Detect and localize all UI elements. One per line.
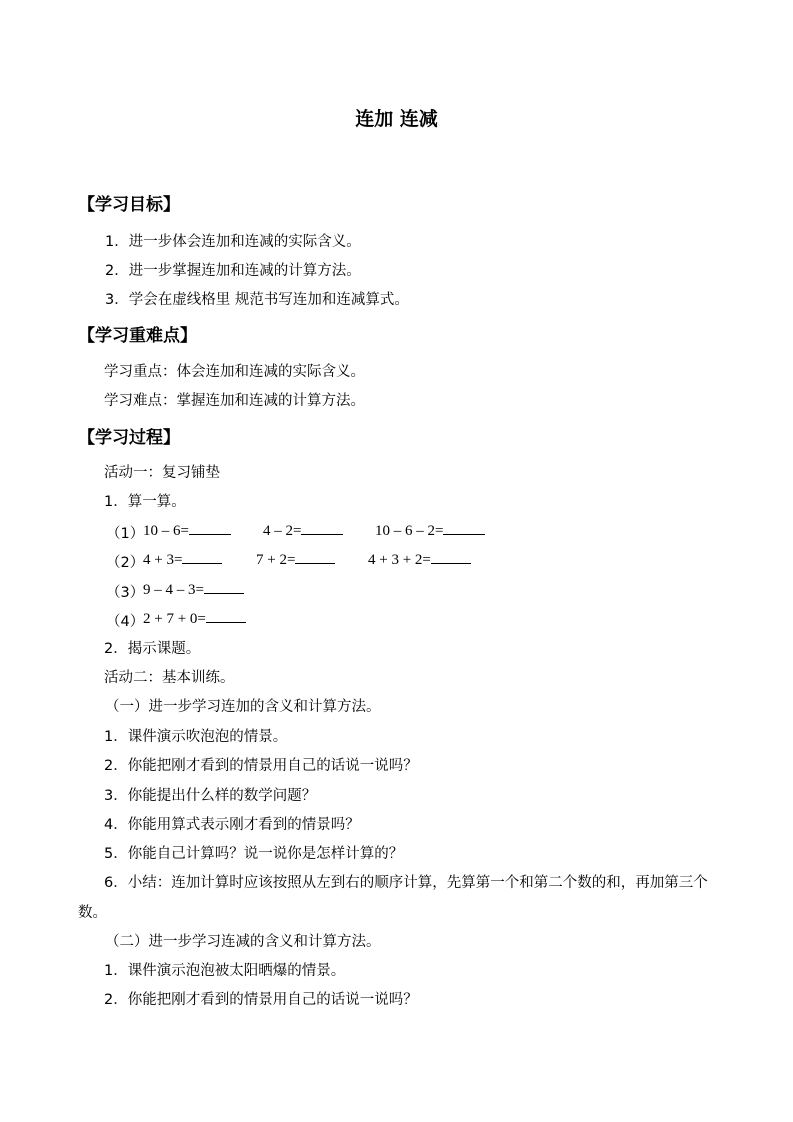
row3-label: （3） — [106, 585, 145, 601]
heading-goals: 【学习目标】 — [78, 195, 180, 215]
calc-title: 1．算一算。 — [104, 494, 186, 510]
part2-title: （二）进一步学习连减的含义和计算方法。 — [105, 934, 381, 950]
reveal-topic: 2．揭示课题。 — [104, 641, 201, 657]
goal-item-3: 3．学会在虚线格里 规范书写连加和连减算式。 — [105, 292, 409, 308]
row2-expr-c — [368, 551, 471, 569]
part1-item-1: 1．课件演示吹泡泡的情景。 — [104, 729, 288, 745]
expr-text: 9 – 4 – 3= — [143, 582, 204, 598]
activity-one: 活动一：复习铺垫 — [104, 465, 220, 481]
goal-item-1: 1．进一步体会连加和连减的实际含义。 — [105, 234, 361, 250]
expr-text: 2 + 7 + 0= — [143, 611, 206, 627]
part2-item-1: 1．课件演示泡泡被太阳晒爆的情景。 — [104, 963, 346, 979]
row1-expr-c — [375, 522, 485, 540]
focus-item-key: 学习重点：体会连加和连减的实际含义。 — [104, 364, 365, 380]
expr-text: 4 + 3 + 2= — [368, 552, 431, 568]
part1-item-2: 2．你能把刚才看到的情景用自己的话说一说吗？ — [104, 758, 418, 774]
row3-expr-a — [143, 581, 244, 599]
row1-label: （1） — [106, 526, 145, 542]
part1-item-5: 5．你能自己计算吗？说一说你是怎样计算的？ — [104, 846, 404, 862]
answer-blank — [443, 522, 485, 535]
row2-expr-b — [256, 551, 335, 569]
answer-blank — [301, 522, 343, 535]
expr-text: 4 + 3= — [143, 552, 183, 568]
expr-text: 10 – 6= — [143, 523, 189, 539]
answer-blank — [295, 551, 335, 564]
summary-paragraph: 6．小结：连加计算时应该按照从左到右的顺序计算，先算第一个和第二个数的和，再加第三个数。 — [78, 875, 708, 921]
part2-item-2: 2．你能把刚才看到的情景用自己的话说一说吗？ — [104, 992, 418, 1008]
part1-item-4: 4．你能用算式表示刚才看到的情景吗？ — [104, 817, 360, 833]
row4-label: （4） — [106, 614, 145, 630]
expr-text: 7 + 2= — [256, 552, 296, 568]
row4-expr-a — [143, 610, 246, 628]
answer-blank — [182, 551, 222, 564]
answer-blank — [204, 581, 244, 594]
expr-text: 10 – 6 – 2= — [375, 523, 444, 539]
answer-blank — [431, 551, 471, 564]
row2-expr-a — [143, 551, 222, 569]
answer-blank — [206, 610, 246, 623]
row2-label: （2） — [106, 555, 145, 571]
page-title: 连加 连减 — [355, 108, 438, 130]
row1-expr-a — [143, 522, 231, 540]
part1-item-3: 3．你能提出什么样的数学问题？ — [104, 788, 317, 804]
expr-text: 4 – 2= — [263, 523, 302, 539]
focus-item-difficult: 学习难点：掌握连加和连减的计算方法。 — [104, 393, 365, 409]
goal-item-2: 2．进一步掌握连加和连减的计算方法。 — [105, 263, 361, 279]
part1-title: （一）进一步学习连加的含义和计算方法。 — [105, 699, 381, 715]
heading-process: 【学习过程】 — [78, 428, 180, 448]
activity-two: 活动二：基本训练。 — [104, 670, 235, 686]
row1-expr-b — [263, 522, 343, 540]
heading-focus: 【学习重难点】 — [78, 326, 197, 346]
answer-blank — [189, 522, 231, 535]
